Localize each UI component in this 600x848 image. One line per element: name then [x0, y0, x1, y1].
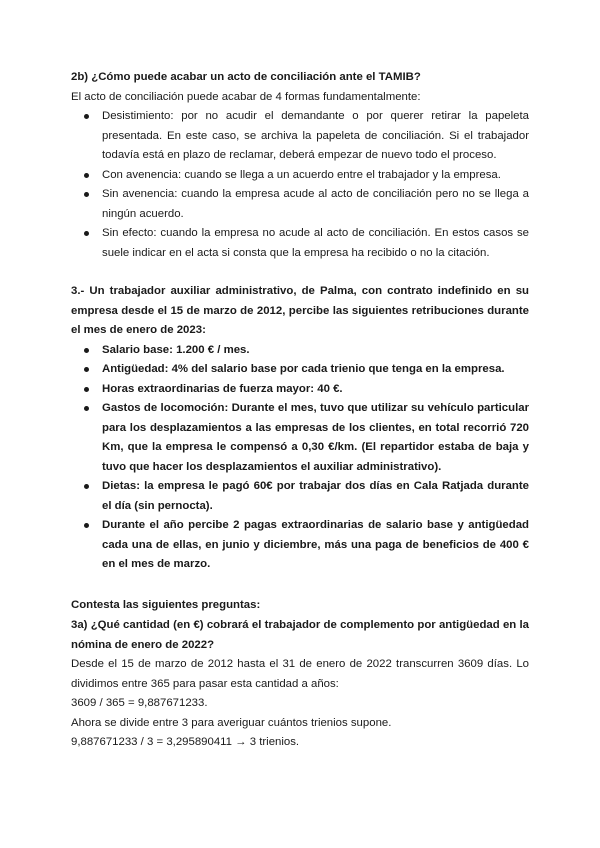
- bullet-icon: [84, 192, 89, 197]
- bullet-icon: [84, 231, 89, 236]
- list-item: Sin efecto: cuando la empresa no acude al acto de conciliación. En estos casos se suele indicar en el acta si consta que la empresa ha recibido o no la citación.: [71, 224, 529, 263]
- bullet-icon: [84, 523, 89, 528]
- list-item: Antigüedad: 4% del salario base por cada trienio que tenga en la empresa.: [71, 360, 529, 380]
- document-body: [71, 68, 529, 753]
- list-item: Salario base: 1.200 € / mes.: [71, 341, 529, 361]
- list-item: Con avenencia: cuando se llega a un acuerdo entre el trabajador y la empresa.: [71, 166, 529, 186]
- section-2b-heading: 2b) ¿Cómo puede acabar un acto de conciliación ante el TAMIB?: [71, 71, 421, 83]
- section-2b-intro: El acto de conciliación puede acabar de 4 formas fundamentalmente:: [71, 90, 421, 103]
- list-item: Gastos de locomoción: Durante el mes, tuvo que utilizar su vehículo particular para los desplazamientos a las empresas de los clientes, en total recorrió 720 Km, que la empresa le compensó a 0,30 €/km. (El repartidor estaba de baja y tuvo que hacer los desplazamientos el auxiliar administrativo).: [71, 399, 529, 477]
- section-3-statement: 3.- Un trabajador auxiliar administrativo, de Palma, con contrato indefinido en su empresa desde el 15 de marzo de 2012, percibe las siguientes retribuciones durante el mes de enero de 2023:: [71, 285, 529, 336]
- list-item: Durante el año percibe 2 pagas extraordinarias de salario base y antigüedad cada una de ellas, en junio y diciembre, más una paga de beneficios de 400 € en el mes de marzo.: [71, 516, 529, 575]
- list-item: Dietas: la empresa le pagó 60€ por trabajar dos días en Cala Ratjada durante el día (sin pernocta).: [71, 477, 529, 516]
- list-item: Sin avenencia: cuando la empresa acude al acto de conciliación pero no se llega a ningún acuerdo.: [71, 185, 529, 224]
- section-2b-list: [71, 107, 529, 263]
- bullet-icon: [84, 484, 89, 489]
- spacer: [71, 575, 529, 596]
- list-item: Desistimiento: por no acudir el demandante o por querer retirar la papeleta presentada. En este caso, se archiva la papeleta de conciliación. Si el trabajador todavía está en plazo de reclamar, deberá empezar de nuevo todo el proceso.: [71, 107, 529, 166]
- spacer: [71, 263, 529, 282]
- bullet-icon: [84, 348, 89, 353]
- question-3a: 3a) ¿Qué cantidad (en €) cobrará el trabajador de complemento por antigüedad en la nómina de enero de 2022?: [71, 619, 529, 651]
- answer-line: Ahora se divide entre 3 para averiguar cuántos trienios supone.: [71, 716, 392, 729]
- bullet-icon: [84, 173, 89, 178]
- bullet-icon: [84, 387, 89, 392]
- answer-line: 9,887671233 / 3 = 3,295890411 → 3 trienios.: [71, 736, 300, 748]
- list-item: Horas extraordinarias de fuerza mayor: 40 €.: [71, 380, 529, 400]
- answer-line: Desde el 15 de marzo de 2012 hasta el 31 de enero de 2022 transcurren 3609 días. Lo dividimos entre 365 para pasar esta cantidad a años:: [71, 658, 529, 690]
- questions-heading: Contesta las siguientes preguntas:: [71, 598, 261, 611]
- section-3-list: [71, 341, 529, 575]
- answer-line: 3609 / 365 = 9,887671233.: [71, 697, 208, 709]
- bullet-icon: [84, 114, 89, 119]
- bullet-icon: [84, 367, 89, 372]
- bullet-icon: [84, 406, 89, 411]
